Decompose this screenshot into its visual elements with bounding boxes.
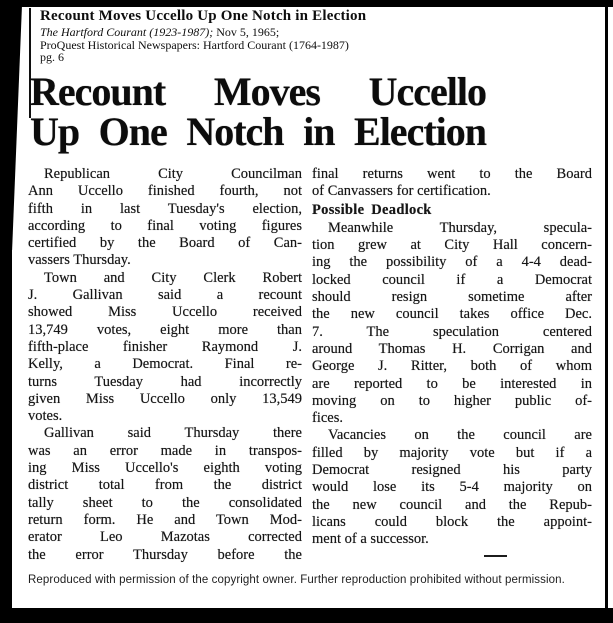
article-line: George J. Ritter, both of whom (312, 358, 592, 375)
article-line: fifth-place finisher Raymond J. (28, 338, 302, 355)
article-line: tally sheet to the consolidated (28, 494, 302, 511)
article-line: Kelly, a Democrat. Final re- (28, 356, 302, 373)
article-line: Democrat resigned his party (312, 462, 592, 479)
article-line: Ann Uccello finished fourth, not (28, 183, 302, 200)
article-line: district total from the district (28, 477, 302, 494)
article-line: 13,749 votes, eight more than (28, 321, 302, 338)
article-line: should resign sometime after (312, 289, 592, 306)
article-headline (30, 69, 486, 154)
article-line: ment of a successor. (312, 531, 429, 548)
scan-border-top (0, 0, 613, 7)
scan-border-left-wide (0, 5, 22, 250)
article-end-mark (484, 555, 507, 557)
citation-page-number: pg. 6 (40, 50, 64, 65)
article-line: would lose its 5-4 majority on (312, 479, 592, 496)
article-line: given Miss Uccello only 13,549 (28, 390, 302, 407)
article-line: Vacancies on the council are (328, 427, 592, 444)
article-line: return form. He and Town Mod- (28, 511, 302, 528)
citation-block (40, 9, 366, 64)
copyright-footer: Reproduced with permission of the copyright owner. Further reproduction prohibited without permission. (28, 574, 565, 586)
citation-source (40, 26, 366, 39)
article-line: Gallivan said Thursday there (44, 425, 302, 442)
article-column-left (28, 166, 302, 564)
citation-publication: The Hartford Courant (1923-1987); (40, 25, 214, 39)
citation-date: Nov 5, 1965; (213, 25, 280, 39)
article-line: the error Thursday before the (28, 546, 302, 563)
article-line: filled by majority vote but if a (312, 444, 592, 461)
article-line: moving on to higher public of- (312, 392, 592, 409)
article-line: Republican City Councilman (44, 166, 302, 182)
article-line: are reported to be interested in (312, 375, 592, 392)
headline-line-2: Up One Notch in Election (30, 109, 486, 154)
headline-line-1: Recount Moves Uccello (30, 69, 486, 114)
article-line: erator Leo Mazotas corrected (28, 529, 302, 546)
article-line: the new council takes office Dec. (312, 306, 592, 323)
article-line: J. Gallivan said a recount (28, 287, 302, 304)
article-line: around Thomas H. Corrigan and (312, 340, 592, 357)
article-line: of Canvassers for certification. (312, 183, 491, 200)
article-line: 7. The speculation centered (312, 323, 592, 340)
article-line: Town and City Clerk Robert (44, 269, 302, 286)
article-line: ing Miss Uccello's eighth voting (28, 460, 302, 477)
article-line: turns Tuesday had incorrectly (28, 373, 302, 390)
article-line: tion grew at City Hall concern- (312, 237, 592, 254)
article-line: Meanwhile Thursday, specula- (328, 219, 592, 236)
citation-title: Recount Moves Uccello Up One Notch in Election (40, 8, 367, 24)
article-subhead: Possible Deadlock (312, 201, 432, 218)
article-line: ing the possibility of a 4-4 dead- (312, 254, 592, 271)
article-line: locked council if a Democrat (312, 271, 592, 288)
page-edge-line-right (605, 7, 608, 608)
citation-collection: ProQuest Historical Newspapers: Hartford Courant (1764-1987) (40, 37, 349, 52)
article-line: final returns went to the Board (312, 166, 592, 182)
article-line: certified by the Board of Can- (28, 235, 302, 252)
scan-border-bottom (0, 608, 613, 623)
article-column-right (312, 166, 592, 564)
article-line: the new council and the Repub- (312, 496, 592, 513)
article-line: according to final voting figures (28, 217, 302, 234)
article-line: votes. (28, 408, 63, 425)
article-body (28, 166, 592, 564)
article-line: fifth in last Tuesday's election, (28, 200, 302, 217)
article-line: fices. (312, 410, 343, 427)
article-line: showed Miss Uccello received (28, 304, 302, 321)
article-line: licans could block the appoint- (312, 513, 592, 530)
article-line: was an error made in transpos- (28, 442, 302, 459)
article-line: vassers Thursday. (28, 252, 131, 269)
